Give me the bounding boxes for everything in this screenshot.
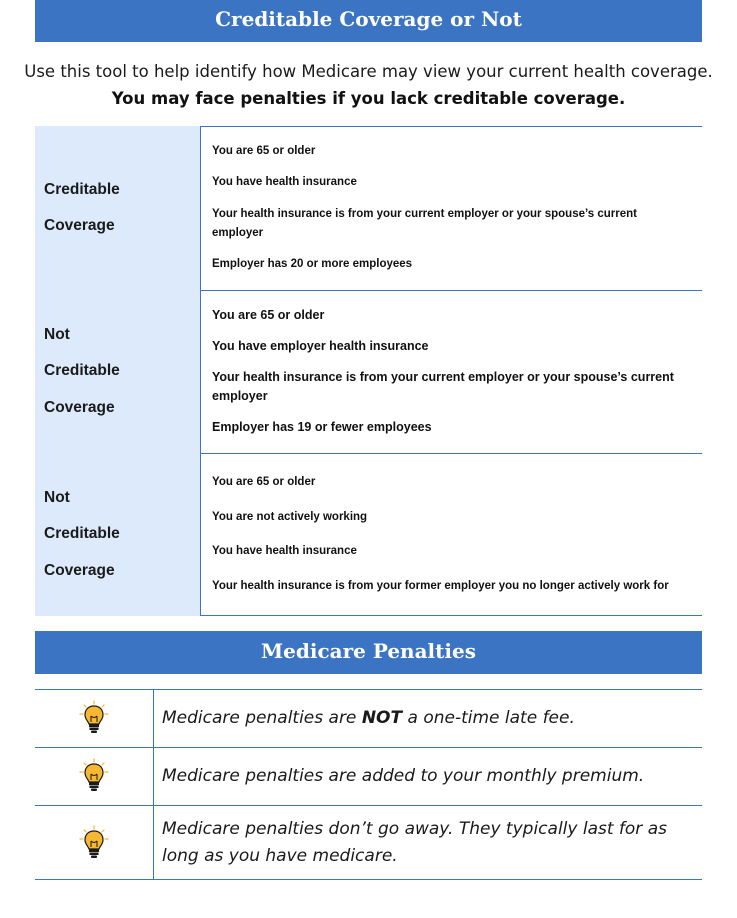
penalties-title: Medicare Penalties	[261, 639, 476, 663]
condition-list	[202, 453, 702, 616]
condition-item: You are 65 or older	[212, 475, 316, 488]
penalties-table	[35, 689, 702, 880]
coverage-table	[35, 126, 702, 616]
label-line: Not	[44, 325, 70, 343]
coverage-row-label	[35, 290, 201, 453]
penalty-emphasis: NOT	[361, 707, 403, 728]
label-line: Creditable	[44, 362, 120, 380]
coverage-row-not-creditable-retiree	[35, 453, 702, 616]
condition-item: You are 65 or older	[212, 308, 325, 322]
penalty-text-part: Medicare penalties are	[162, 707, 362, 728]
coverage-row-not-creditable-small-employer	[35, 290, 702, 453]
condition-item: You have health insurance	[212, 176, 357, 189]
condition-item: Your health insurance is from your current employer or your spouse’s current employer	[212, 207, 637, 239]
label-line: Creditable	[44, 525, 120, 543]
condition-item: Employer has 20 or more employees	[212, 257, 413, 270]
condition-item: You have health insurance	[212, 545, 357, 558]
label-line: Coverage	[44, 217, 115, 234]
condition-item: You are not actively working	[212, 510, 368, 523]
condition-item: Employer has 19 or fewer employees	[212, 420, 432, 434]
penalty-text	[162, 689, 690, 747]
lightbulb-icon	[35, 689, 154, 747]
penalty-text-part: Medicare penalties don’t go away. They typically last for as long as you have medicare.	[162, 818, 667, 866]
condition-list	[202, 290, 702, 453]
label-line: Creditable	[44, 180, 120, 198]
penalty-text-part: a one-time late fee.	[402, 707, 575, 728]
intro-paragraph	[20, 58, 717, 112]
lightbulb-icon	[35, 747, 154, 805]
label-line: Coverage	[44, 561, 115, 579]
penalty-text	[162, 747, 690, 805]
penalties-header-banner	[35, 631, 702, 674]
penalty-text-part: Medicare penalties are added to your monthly premium.	[162, 765, 645, 786]
penalty-row	[35, 689, 702, 747]
condition-item: You are 65 or older	[212, 145, 316, 158]
condition-list	[202, 126, 702, 290]
condition-item: Your health insurance is from your current employer or your spouse’s current employer	[212, 370, 674, 403]
condition-item: You have employer health insurance	[212, 339, 429, 353]
intro-emphasis: You may face penalties if you lack creditable coverage.	[111, 89, 626, 108]
coverage-row-creditable	[35, 126, 702, 290]
penalty-text	[162, 805, 690, 880]
lightbulb-icon	[35, 805, 154, 880]
condition-item: Your health insurance is from your former employer you no longer actively work for	[212, 580, 669, 593]
label-line: Not	[44, 488, 70, 506]
penalty-row	[35, 805, 702, 880]
coverage-row-label	[35, 453, 201, 616]
coverage-row-label	[35, 126, 201, 290]
intro-text: Use this tool to help identify how Medicare may view your current health coverage.	[24, 62, 713, 81]
penalty-row	[35, 747, 702, 805]
coverage-header-banner	[35, 0, 702, 42]
coverage-title: Creditable Coverage or Not	[215, 7, 522, 31]
label-line: Coverage	[44, 398, 115, 416]
